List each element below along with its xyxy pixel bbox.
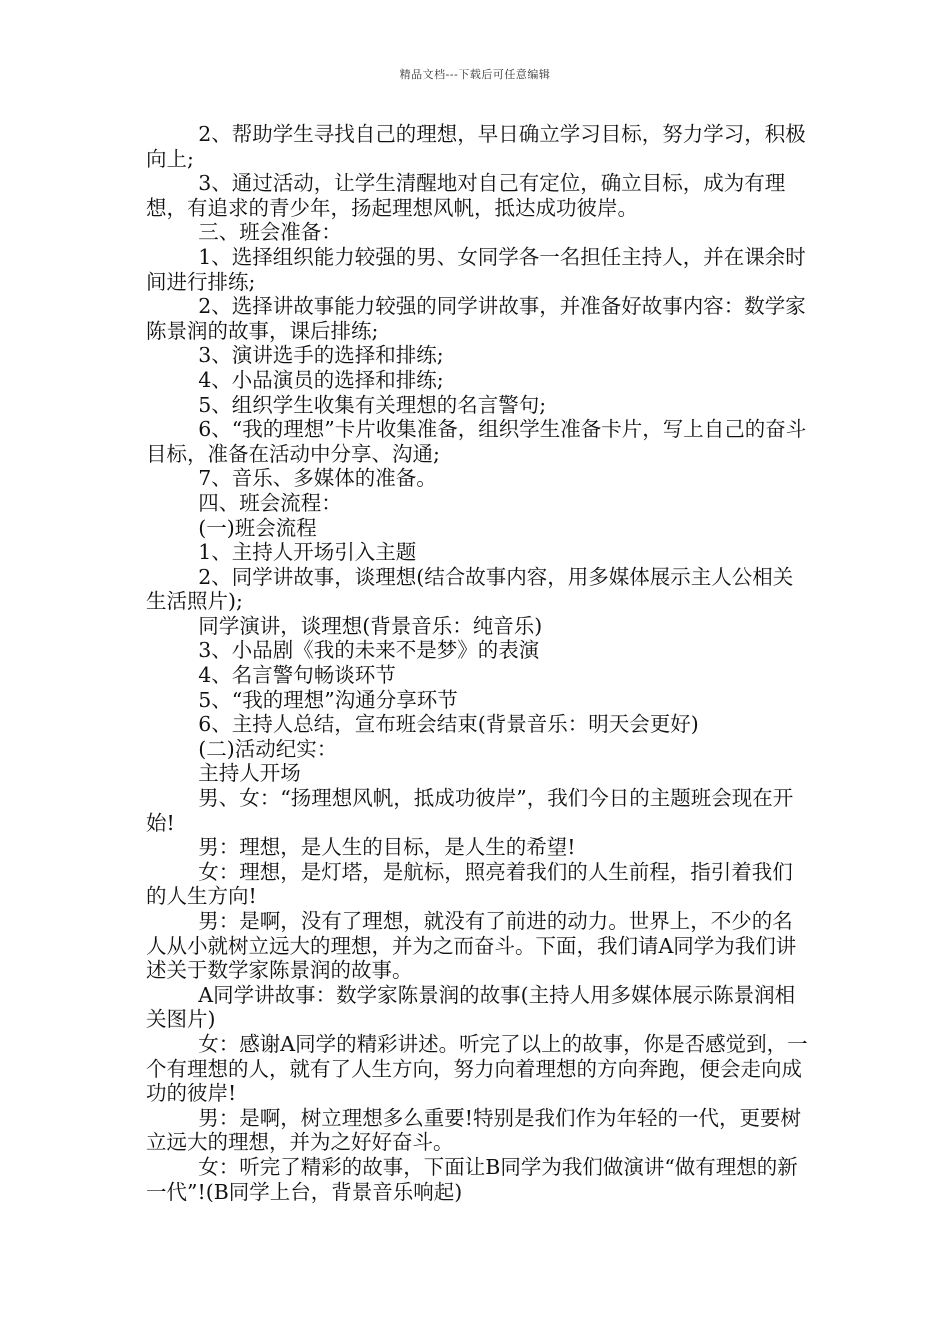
paragraph: 4、名言警句畅谈环节	[198, 663, 396, 688]
paragraph: 6、主持人总结，宣布班会结束(背景音乐：明天会更好)	[198, 712, 699, 737]
paragraph: 3、演讲选手的选择和排练;	[198, 343, 444, 368]
section-heading: 三、班会准备：	[198, 220, 342, 245]
paragraph: 男：是啊，树立理想多么重要!特别是我们作为年轻的一代，更要树立远大的理想，并为之好好奋斗。	[146, 1105, 802, 1155]
paragraph: 主持人开场	[198, 761, 301, 786]
page-header: 精品文档---下载后可任意编辑	[399, 68, 551, 81]
paragraph: 2、同学讲故事，谈理想(结合故事内容，用多媒体展示主人公相关生活照片);	[146, 564, 794, 614]
paragraph: 女：理想，是灯塔，是航标，照亮着我们的人生前程，指引着我们的人生方向!	[146, 859, 793, 909]
paragraph: 2、帮助学生寻找自己的理想，早日确立学习目标，努力学习，积极向上;	[146, 122, 806, 171]
document-body	[146, 122, 811, 1204]
paragraph: 男：理想，是人生的目标，是人生的希望!	[198, 835, 576, 860]
paragraph: 7、音乐、多媒体的准备。	[198, 466, 437, 491]
paragraph: 1、主持人开场引入主题	[198, 540, 417, 565]
section-heading: 四、班会流程：	[198, 490, 342, 515]
paragraph: A同学讲故事：数学家陈景润的故事(主持人用多媒体展示陈景润相关图片)	[146, 982, 796, 1032]
paragraph: 3、通过活动，让学生清醒地对自己有定位，确立目标，成为有理想，有追求的青少年，扬起理想风帆，抵达成功彼岸。	[146, 171, 786, 220]
paragraph: 同学演讲，谈理想(背景音乐：纯音乐)	[198, 613, 543, 638]
paragraph: 6、“我的理想”卡片收集准备，组织学生准备卡片，写上自己的奋斗目标，准备在活动中分享、沟通;	[146, 417, 807, 466]
paragraph: 5、组织学生收集有关理想的名言警句;	[198, 392, 547, 417]
paragraph: 5、“我的理想”沟通分享环节	[198, 687, 458, 712]
paragraph: 女：听完了精彩的故事，下面让B同学为我们做演讲“做有理想的新一代”!(B同学上台，背景音乐响起)	[146, 1154, 798, 1204]
paragraph: 男：是啊，没有了理想，就没有了前进的动力。世界上，不少的名人从小就树立远大的理想，并为之而奋斗。下面，我们请A同学为我们讲述关于数学家陈景润的故事。	[146, 909, 797, 983]
paragraph: 女：感谢A同学的精彩讲述。听完了以上的故事，你是否感觉到，一个有理想的人，就有了人生方向，努力向着理想的方向奔跑，便会走向成功的彼岸!	[146, 1031, 808, 1106]
paragraph: 4、小品演员的选择和排练;	[198, 367, 444, 392]
paragraph: 2、选择讲故事能力较强的同学讲故事，并准备好故事内容：数学家陈景润的故事，课后排练;	[146, 294, 806, 343]
paragraph: 1、选择组织能力较强的男、女同学各一名担任主持人，并在课余时间进行排练;	[146, 244, 806, 294]
paragraph: 3、小品剧《我的未来不是梦》的表演	[198, 638, 540, 663]
paragraph: 男、女：“扬理想风帆，抵成功彼岸”，我们今日的主题班会现在开始!	[146, 786, 794, 835]
subsection-heading: (二)活动纪实：	[198, 736, 338, 761]
subsection-heading: (一)班会流程	[198, 515, 317, 540]
